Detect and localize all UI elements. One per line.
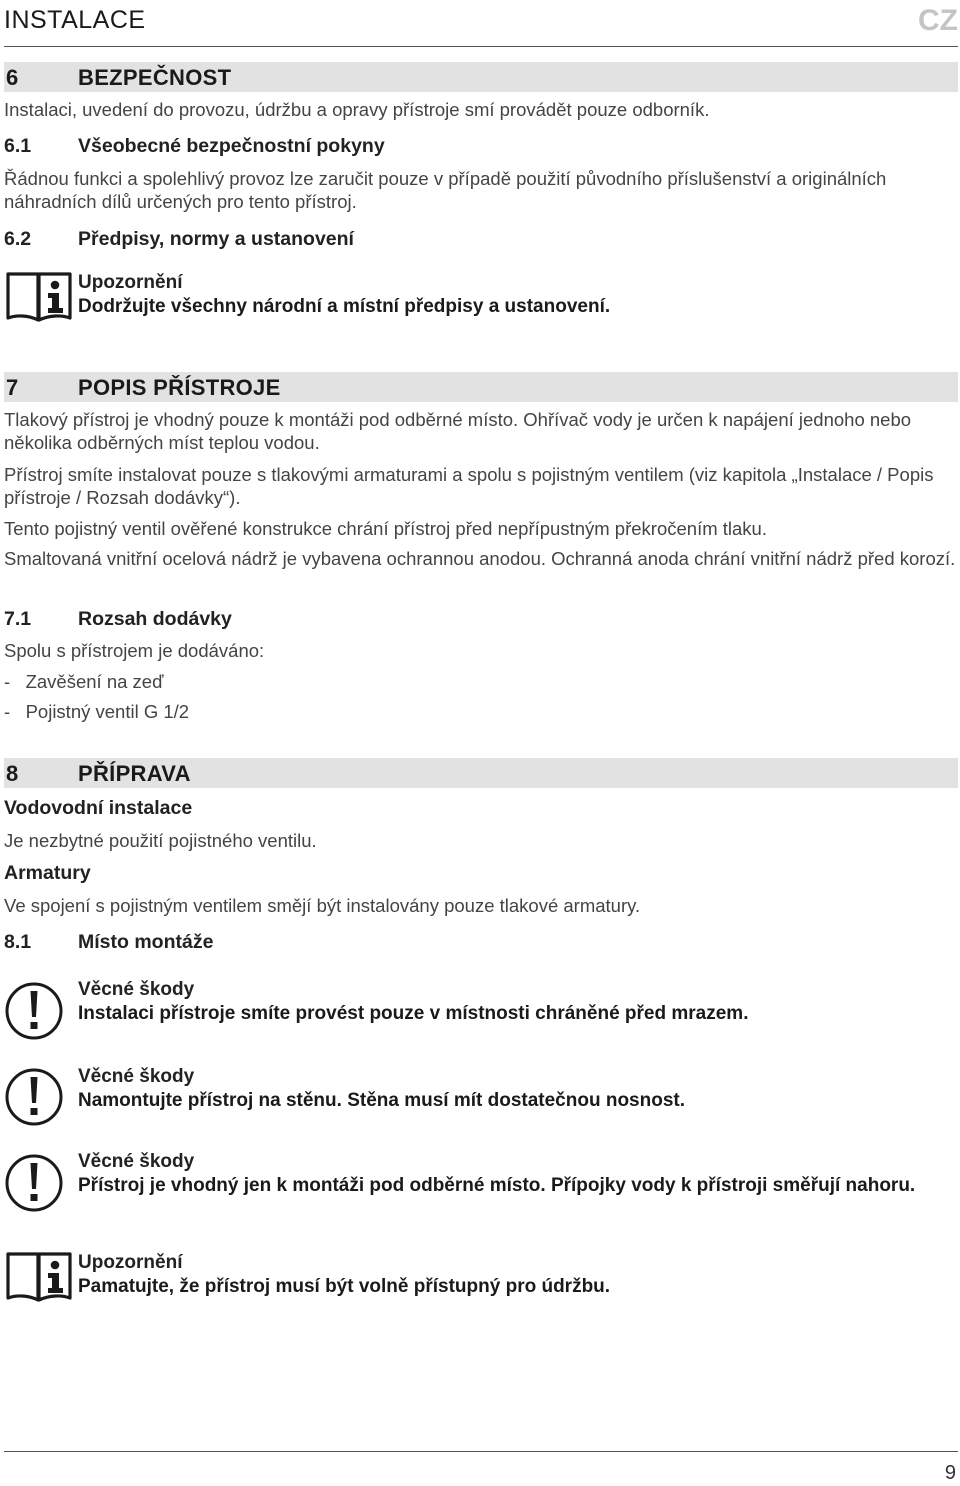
section-6-title: BEZPEČNOST bbox=[78, 65, 232, 90]
subsection-6-1-number: 6.1 bbox=[4, 135, 32, 157]
warning-exclamation-icon bbox=[4, 1065, 68, 1129]
section-7-number: 7 bbox=[6, 375, 19, 400]
subsection-6-1-title: Všeobecné bezpečnostní pokyny bbox=[78, 135, 385, 157]
page-header bbox=[4, 0, 958, 47]
section-6-number: 6 bbox=[6, 65, 19, 90]
subsection-6-2-number: 6.2 bbox=[4, 228, 32, 250]
warning-2-text: Namontujte přístroj na stěnu. Stěna musí mít dostatečnou nosnost. bbox=[78, 1090, 686, 1111]
section-6-intro: Instalaci, uvedení do provozu, údržbu a opravy přístroje smí provádět pouze odborník. bbox=[4, 99, 710, 120]
subsection-6-1-text: Řádnou funkci a spolehlivý provoz lze zaručit pouze v případě použití původního příslušenství a originálních náhradních dílů určených pro tento přístroj. bbox=[4, 168, 887, 212]
subsection-7-1-heading bbox=[4, 608, 232, 631]
notice-8-1-text: Pamatujte, že přístroj musí být volně přístupný pro údržbu. bbox=[78, 1276, 611, 1297]
warning-exclamation-icon bbox=[4, 979, 68, 1043]
section-7-paragraph-1: Tlakový přístroj je vhodný pouze k montáži pod odběrné místo. Ohřívač vody je určen k napájení jednoho nebo několika odběrných míst teplou vodou. bbox=[4, 409, 912, 453]
subsection-7-1-number: 7.1 bbox=[4, 608, 32, 630]
list-item: - Pojistný ventil G 1/2 bbox=[4, 701, 190, 722]
header-language-code: CZ bbox=[918, 4, 958, 37]
subsection-7-1-title: Rozsah dodávky bbox=[78, 608, 232, 630]
fittings-heading: Armatury bbox=[4, 862, 91, 884]
section-7-paragraph-3: Tento pojistný ventil ověřené konstrukce chrání přístroj před nepřípustným překročením tlaku. bbox=[4, 518, 767, 539]
section-7-heading bbox=[4, 372, 958, 402]
warning-1-text: Instalaci přístroje smíte provést pouze v místnosti chráněné před mrazem. bbox=[78, 1003, 749, 1024]
info-book-icon bbox=[4, 1248, 74, 1306]
notice-6-2-label: Upozornění bbox=[78, 272, 183, 293]
warning-3-label: Věcné škody bbox=[78, 1151, 195, 1172]
warning-2-label: Věcné škody bbox=[78, 1066, 195, 1087]
footer-divider bbox=[4, 1451, 958, 1452]
subsection-8-1-number: 8.1 bbox=[4, 931, 32, 953]
warning-1-label: Věcné škody bbox=[78, 979, 195, 1000]
water-installation-heading: Vodovodní instalace bbox=[4, 797, 193, 819]
subsection-8-1-heading bbox=[4, 931, 213, 954]
header-section-title: INSTALACE bbox=[4, 6, 146, 34]
subsection-8-1-title: Místo montáže bbox=[78, 931, 214, 953]
water-installation-text: Je nezbytné použití pojistného ventilu. bbox=[4, 830, 317, 851]
page-number: 9 bbox=[944, 1462, 956, 1484]
warning-exclamation-icon bbox=[4, 1151, 68, 1215]
info-book-icon bbox=[4, 268, 74, 326]
subsection-6-2-title: Předpisy, normy a ustanovení bbox=[78, 228, 354, 250]
subsection-7-1-lead: Spolu s přístrojem je dodáváno: bbox=[4, 640, 265, 661]
notice-6-2-text: Dodržujte všechny národní a místní předpisy a ustanovení. bbox=[78, 296, 611, 317]
section-7-paragraph-4: Smaltovaná vnitřní ocelová nádrž je vybavena ochrannou anodou. Ochranná anoda chrání vnitřní nádrž před korozí. bbox=[4, 548, 956, 569]
notice-8-1-label: Upozornění bbox=[78, 1252, 183, 1273]
subsection-6-2-heading bbox=[4, 228, 354, 251]
section-8-number: 8 bbox=[6, 761, 19, 786]
section-8-title: PŘÍPRAVA bbox=[78, 761, 191, 786]
section-8-heading bbox=[4, 758, 958, 788]
subsection-6-1-heading bbox=[4, 135, 385, 158]
section-7-title: POPIS PŘÍSTROJE bbox=[78, 375, 281, 400]
fittings-text: Ve spojení s pojistným ventilem smějí být instalovány pouze tlakové armatury. bbox=[4, 895, 641, 916]
section-6-heading bbox=[4, 62, 958, 92]
list-item: - Zavěšení na zeď bbox=[4, 671, 164, 692]
section-7-paragraph-2: Přístroj smíte instalovat pouze s tlakovými armaturami a spolu s pojistným ventilem (viz kapitola „Instalace / Popis přístroje / Rozsah dodávky“). bbox=[4, 464, 934, 508]
warning-3-text: Přístroj je vhodný jen k montáži pod odběrné místo. Přípojky vody k přístroji směřují nahoru. bbox=[78, 1175, 916, 1196]
